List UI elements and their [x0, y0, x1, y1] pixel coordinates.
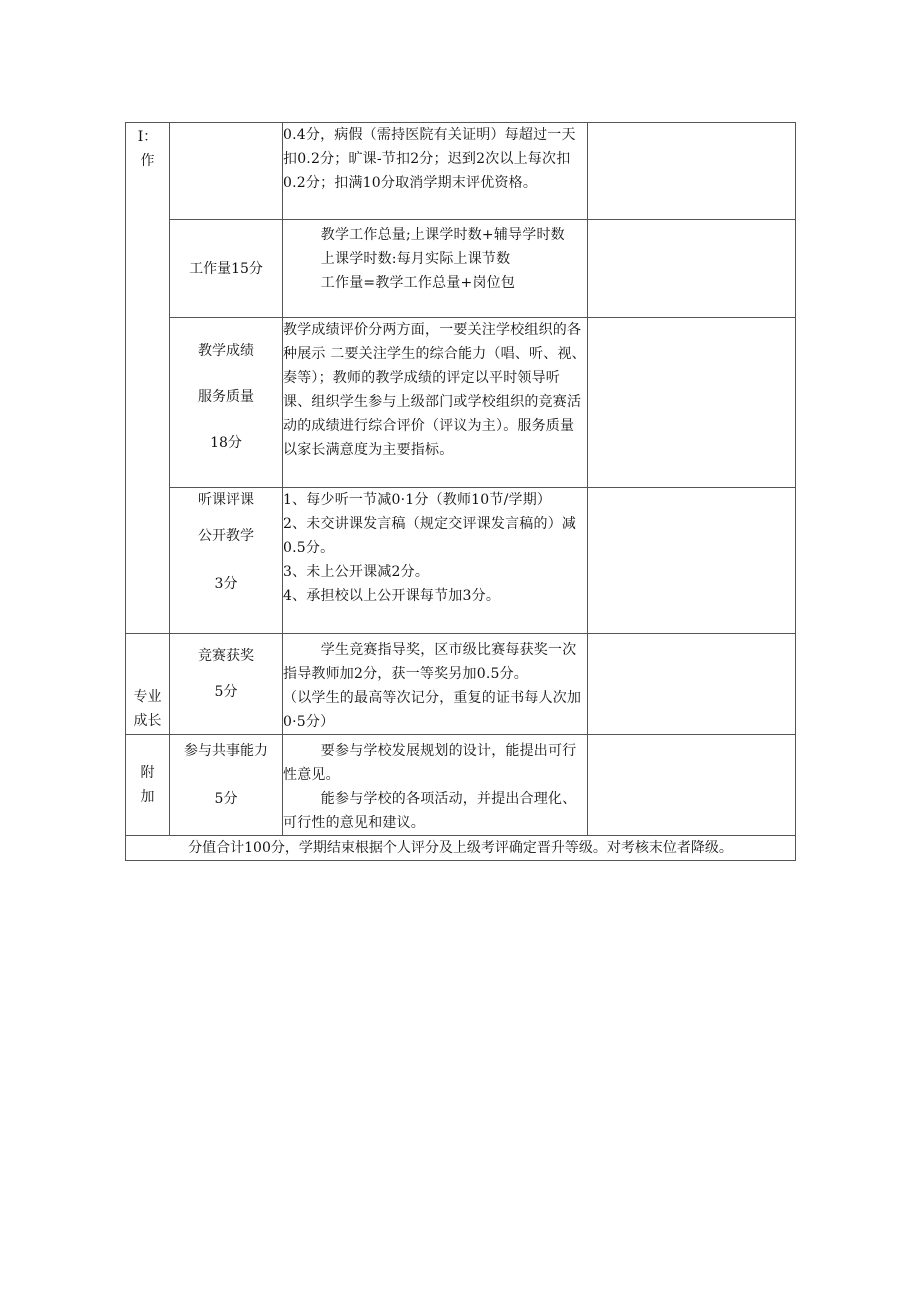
- criterion-label: 竞赛获奖: [198, 648, 254, 664]
- assessment-table: [125, 122, 796, 861]
- content-paragraph: 要参与学校发展规划的设计，能提出可行性意见。: [283, 743, 577, 783]
- criterion-label: 工作量15分: [189, 260, 263, 277]
- criterion-label-cell: [170, 634, 283, 735]
- criterion-label: 公开教学: [198, 528, 254, 544]
- content-paragraph: 教学成绩评价分两方面，一要关注学校组织的各种展示 二要关注学生的综合能力（唱、听、视、奏等）；教师的教学成绩的评定以平时领导听课、组织学生参与上级部门或学校组织的竞赛活动的成绩进行综合评价（评议为主）。服务质量以家长满意度为主要指标。: [283, 322, 586, 458]
- total-score-note: 分值合计100分，学期结束根据个人评分及上级考评确定晋升等级。对考核末位者降级。: [126, 836, 796, 861]
- criterion-content-cell: [283, 488, 588, 634]
- criterion-label: 服务质量: [198, 389, 254, 405]
- criterion-label: 教学成绩: [198, 343, 254, 359]
- criterion-label-cell: [170, 318, 283, 488]
- criterion-content-cell: [283, 220, 588, 318]
- content-paragraph: 学生竞赛指导奖，区市级比赛每获奖一次指导教师加2分，获一等奖另加0.5分。: [283, 642, 577, 682]
- criterion-label: 5分: [214, 791, 238, 807]
- criterion-label-cell: [170, 220, 283, 318]
- content-paragraph: 2、未交讲课发言稿（规定交评课发言稿的）减0.5分。: [283, 516, 577, 556]
- criterion-label-cell: [170, 735, 283, 836]
- content-paragraph: 教学工作总量;上课学时数+辅导学时数: [320, 227, 565, 243]
- score-cell: [588, 735, 796, 836]
- score-cell: [588, 634, 796, 735]
- category-text: 附: [140, 765, 155, 781]
- content-paragraph: 能参与学校的各项活动，并提出合理化、可行性的意见和建议。: [283, 791, 577, 831]
- criterion-content-cell: [283, 735, 588, 836]
- content-paragraph: 1、每少听一节减0·1分（教师10节/学期）: [283, 492, 552, 508]
- content-paragraph: 上课学时数:每月实际上课节数: [320, 251, 511, 267]
- content-paragraph: （以学生的最高等次记分，重复的证书每人次加0·5分）: [283, 690, 582, 730]
- criterion-content-cell: [283, 634, 588, 735]
- table-row: [126, 735, 796, 836]
- category-text: 成长: [133, 713, 162, 729]
- category-cell-additional: [126, 735, 170, 836]
- criterion-content-cell: [283, 318, 588, 488]
- criterion-label: 参与共事能力: [184, 743, 268, 759]
- criterion-label-cell: [170, 488, 283, 634]
- category-text: 加: [140, 789, 155, 805]
- content-paragraph: 0.4分，病假（需持医院有关证明）每超过一天扣0.2分；旷课-节扣2分；迟到2次以上每次扣0.2分；扣满10分取消学期末评优资格。: [283, 127, 576, 191]
- criterion-content-cell: [283, 123, 588, 220]
- category-text: 作: [140, 153, 155, 169]
- category-text: 专业: [133, 689, 162, 705]
- table-row-footer: [126, 836, 796, 861]
- content-paragraph: 3、未上公开课减2分。: [283, 564, 430, 580]
- table-row: [126, 634, 796, 735]
- table-row: [126, 318, 796, 488]
- content-paragraph: 工作量=教学工作总量+岗位包: [320, 275, 516, 291]
- criterion-label: 18分: [210, 435, 242, 451]
- criterion-label: 5分: [214, 684, 238, 700]
- criterion-label: 听课评课: [198, 492, 254, 508]
- category-cell-professional-growth: [126, 634, 170, 735]
- score-cell: [588, 220, 796, 318]
- score-cell: [588, 318, 796, 488]
- table-row: [126, 220, 796, 318]
- score-cell: [588, 123, 796, 220]
- content-paragraph: 4、承担校以上公开课每节加3分。: [283, 588, 501, 604]
- score-cell: [588, 488, 796, 634]
- category-cell-work: [126, 123, 170, 634]
- table-row: [126, 488, 796, 634]
- category-text: I：: [137, 129, 158, 145]
- criterion-label-cell: [170, 123, 283, 220]
- criterion-label: 3分: [214, 576, 238, 592]
- table-row: [126, 123, 796, 220]
